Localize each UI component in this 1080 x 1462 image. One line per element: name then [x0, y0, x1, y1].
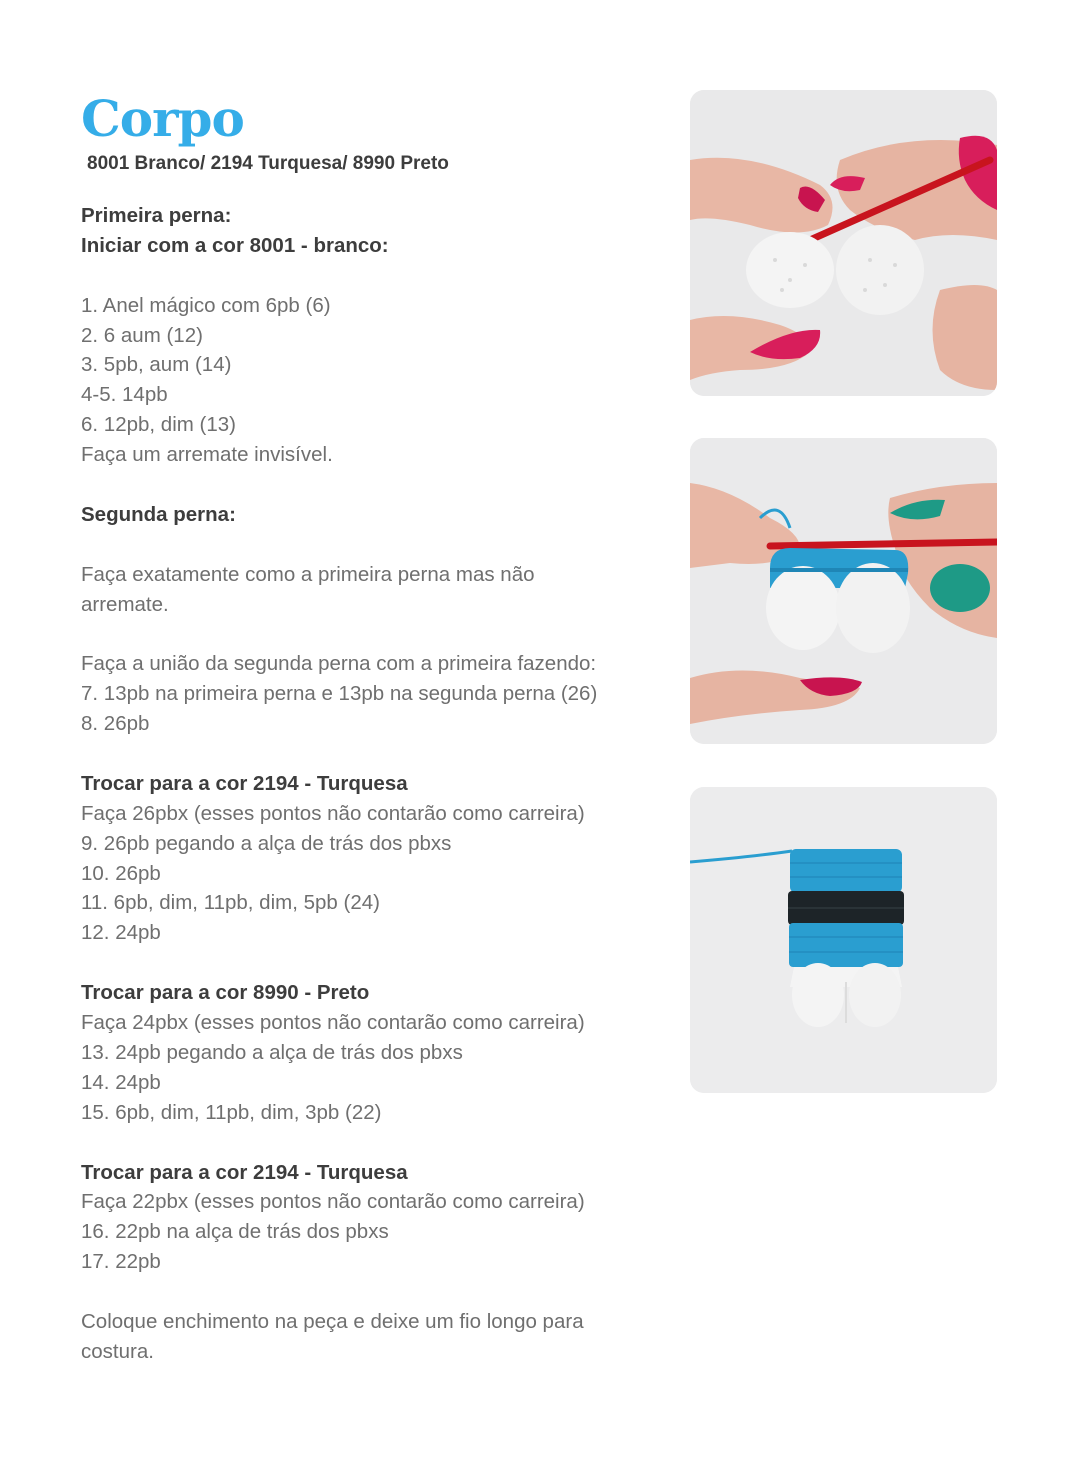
- section-heading-turquesa: Trocar para a cor 2194 - Turquesa: [81, 771, 408, 795]
- step-line: 16. 22pb na alça de trás dos pbxs: [81, 1220, 389, 1244]
- yarn-colors-line: 8001 Branco/ 2194 Turquesa/ 8990 Preto: [87, 153, 449, 174]
- section-heading-preto: Trocar para a cor 8990 - Preto: [81, 981, 370, 1005]
- section-heading-primeira-perna: Primeira perna:: [81, 204, 232, 227]
- step-line: Faça 22pbx (esses pontos não contarão como carreira): [81, 1190, 585, 1214]
- step-line: 2. 6 aum (12): [81, 323, 203, 347]
- photo-white-legs: [690, 90, 997, 396]
- step-line: 6. 12pb, dim (13): [81, 413, 236, 437]
- step-line: Faça 26pbx (esses pontos não contarão como carreira): [81, 801, 585, 825]
- paragraph-line: Faça exatamente como a primeira perna mas não: [81, 562, 535, 586]
- step-line: 9. 26pb pegando a alça de trás dos pbxs: [81, 831, 452, 855]
- photo-body-piece: [690, 787, 997, 1093]
- step-line: Faça 24pbx (esses pontos não contarão como carreira): [81, 1011, 585, 1035]
- paragraph-line: Faça a união da segunda perna com a primeira fazendo:: [81, 652, 597, 676]
- paragraph-line: arremate.: [81, 592, 169, 616]
- step-line: 3. 5pb, aum (14): [81, 353, 232, 377]
- page-title: Corpo: [81, 89, 244, 148]
- section-heading-turquesa-2: Trocar para a cor 2194 - Turquesa: [81, 1160, 408, 1184]
- step-line: 12. 24pb: [81, 921, 161, 945]
- step-line: 1. Anel mágico com 6pb (6): [81, 293, 331, 317]
- step-line: 8. 26pb: [81, 712, 150, 736]
- step-line: 13. 24pb pegando a alça de trás dos pbxs: [81, 1040, 463, 1064]
- step-line: Faça um arremate invisível.: [81, 443, 333, 467]
- section-heading-segunda-perna: Segunda perna:: [81, 502, 236, 526]
- step-line: 7. 13pb na primeira perna e 13pb na segunda perna (26): [81, 682, 598, 706]
- paragraph-line: Coloque enchimento na peça e deixe um fio longo para: [81, 1309, 584, 1333]
- step-line: 11. 6pb, dim, 11pb, dim, 5pb (24): [81, 891, 380, 915]
- pattern-instructions: [81, 201, 661, 1367]
- paragraph-line: costura.: [81, 1339, 154, 1363]
- step-line: 17. 22pb: [81, 1250, 161, 1274]
- step-line: 14. 24pb: [81, 1070, 161, 1094]
- photo-joining-legs: [690, 438, 997, 744]
- step-line: 4-5. 14pb: [81, 383, 168, 407]
- step-line: 10. 26pb: [81, 861, 161, 885]
- section-subheading-cor-branco: Iniciar com a cor 8001 - branco:: [81, 233, 389, 257]
- step-line: 15. 6pb, dim, 11pb, dim, 3pb (22): [81, 1100, 382, 1124]
